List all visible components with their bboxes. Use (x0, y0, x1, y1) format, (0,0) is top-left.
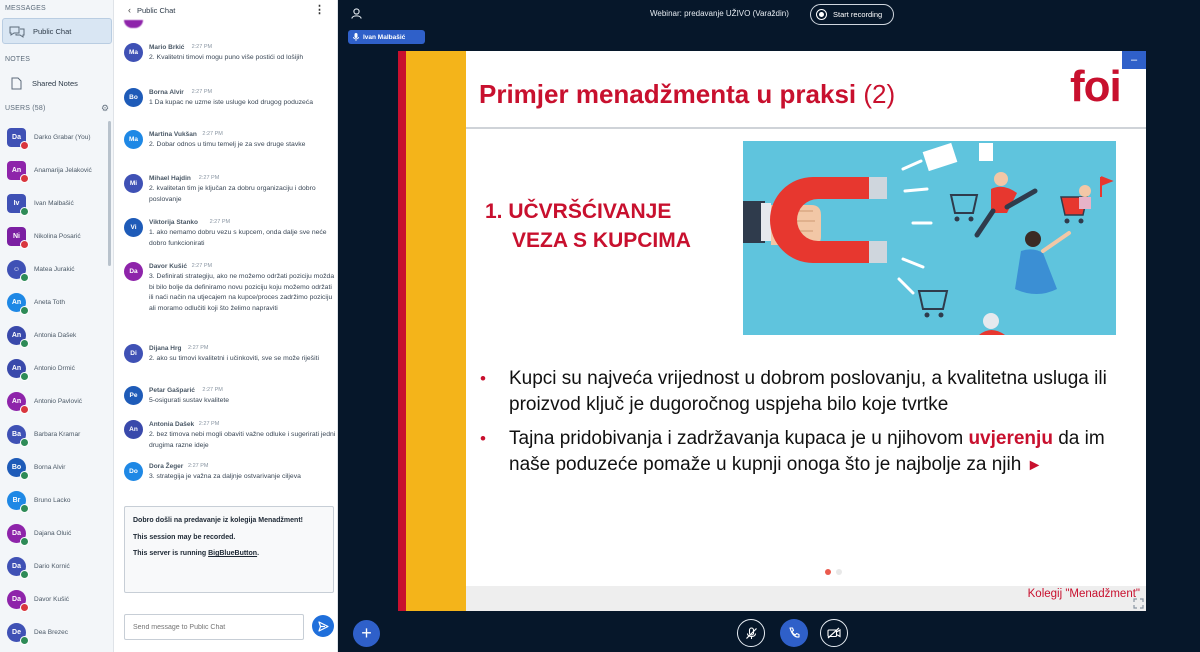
send-icon (318, 621, 329, 632)
avatar (7, 425, 26, 444)
avatar-initials: Iv (13, 200, 20, 207)
slide-title (479, 79, 895, 110)
user-list-item[interactable] (0, 484, 112, 517)
avatar-initials: An (129, 426, 138, 433)
slide-title-suffix: (2) (863, 79, 896, 109)
slide-title-text: Primjer menadžmenta u praksi (479, 79, 857, 109)
top-bar (338, 0, 1200, 30)
user-name: Nikolina Posarić (34, 233, 81, 240)
file-icon (8, 76, 24, 90)
plus-icon: + (361, 623, 372, 643)
avatar (124, 88, 143, 107)
avatar-initials: Di (130, 350, 137, 357)
message-time: 2:27 PM (198, 175, 220, 181)
audio-status-icon (20, 471, 29, 480)
magnet-customers-illustration (743, 141, 1116, 335)
message-text: 5-osigurati sustav kvalitete (149, 397, 230, 404)
leave-audio-button[interactable] (780, 619, 808, 647)
chat-message-input[interactable] (124, 614, 304, 640)
slide-heading-line1: 1. UČVRŠĆIVANJE (485, 200, 672, 223)
user-list-item[interactable] (0, 286, 112, 319)
sender-name: Davor Kušić (149, 263, 187, 270)
message-time: 2:27 PM (202, 387, 223, 393)
avatar (7, 491, 26, 510)
recording-notice: This session may be recorded. (133, 533, 236, 541)
avatar-initials: Pe (129, 392, 138, 399)
mute-microphone-button[interactable] (737, 619, 765, 647)
user-list-item[interactable] (0, 517, 112, 550)
avatar (124, 262, 143, 281)
welcome-message (124, 506, 334, 593)
chat-title: Public Chat (137, 5, 176, 15)
avatar-initials: Da (12, 134, 21, 141)
avatar-initials: Bo (11, 464, 22, 471)
messages-heading: MESSAGES (5, 5, 46, 12)
foi-logo: foi (1070, 62, 1121, 111)
avatar (124, 174, 143, 193)
fullscreen-icon[interactable] (1133, 598, 1144, 609)
welcome-line: Dobro došli na predavanje iz kolegija Menadžment! (133, 517, 303, 524)
microphone-muted-icon (745, 627, 758, 640)
main-area (338, 0, 1200, 652)
start-recording-label: Start recording (833, 10, 883, 19)
bullet-2-bold: uvjerenju (968, 428, 1053, 449)
message-time: 2:27 PM (188, 463, 209, 469)
avatar-initials: Ma (128, 49, 139, 56)
audio-status-icon (20, 372, 29, 381)
bullet-item-2 (480, 426, 1110, 479)
audio-status-icon (20, 240, 29, 249)
user-name: Darko Grabar (You) (34, 134, 91, 141)
users-list (0, 121, 112, 649)
slide-pager-dots (825, 569, 842, 575)
avatar (124, 462, 143, 481)
user-name: Aneta Toth (34, 299, 65, 306)
user-name: Antonia Dašek (34, 332, 77, 339)
user-list-scrollbar[interactable] (108, 121, 111, 266)
users-heading: USERS (58) (5, 105, 46, 112)
avatar (124, 420, 143, 439)
avatar-initials: Do (129, 468, 138, 475)
user-name: Barbara Kramar (34, 431, 81, 438)
user-list-item[interactable] (0, 319, 112, 352)
user-list-item[interactable] (0, 451, 112, 484)
slide-header-line (466, 127, 1146, 129)
avatar (7, 260, 26, 279)
public-chat-label: Public Chat (33, 26, 72, 36)
message-time: 2:27 PM (191, 89, 213, 95)
public-chat-nav[interactable] (2, 18, 112, 44)
course-label: Kolegij "Menadžment" (1027, 588, 1140, 600)
avatar (124, 43, 143, 62)
audio-status-icon (20, 273, 29, 282)
user-name: Borna Alvir (34, 464, 66, 471)
audio-status-icon (20, 405, 29, 414)
user-name: Ivan Malbašić (34, 200, 74, 207)
audio-status-icon (20, 207, 29, 216)
avatar-initials: Ba (12, 431, 21, 438)
message-time: 2:27 PM (202, 131, 223, 137)
slide-yellow-bar (406, 51, 466, 611)
chat-header[interactable] (114, 0, 337, 20)
avatar (7, 458, 26, 477)
actions-plus-button[interactable] (353, 620, 380, 647)
message-text: 2. bez timova nebi mogli obaviti važne odluke i sugerirati jedni drugima razne ideje (149, 431, 336, 449)
phone-icon (788, 627, 800, 639)
message-time: 2:27 PM (191, 263, 213, 269)
server-notice-prefix: This server is running (133, 550, 209, 557)
avatar (7, 590, 26, 609)
record-icon (816, 9, 827, 20)
pager-dot-active (825, 569, 831, 575)
bullet-item-1: • Kupci su najveća vrijednost u dobrom poslovanju, a kvalitetna usluga ili proizvod ključ je dugoročnog uspjeha bilo koje tvrtke (480, 366, 1110, 418)
server-notice-suffix: . (257, 550, 260, 557)
avatar-initials: An (11, 365, 22, 372)
user-list-item[interactable] (0, 253, 112, 286)
microphone-icon (353, 33, 359, 41)
avatar-initials: Bo (129, 94, 138, 101)
avatar (7, 524, 26, 543)
sender-name: Viktorija Stanko (149, 219, 199, 226)
audio-status-icon (20, 504, 29, 513)
message-text: 2. Dobar odnos u timu temelj je za sve druge stavke (149, 141, 306, 148)
bullet-2-prefix: Tajna pridobivanja i zadržavanja kupaca je u njihovom (509, 428, 969, 449)
slide-heading (485, 197, 691, 255)
shared-notes-nav[interactable] (2, 70, 112, 96)
avatar (7, 293, 26, 312)
user-name: Davor Kušić (34, 596, 70, 603)
sender-name: Mihael Hajdin (149, 175, 191, 182)
avatar (7, 194, 26, 213)
avatar (7, 359, 26, 378)
slide-heading-line2: VEZA S KUPCIMA (512, 229, 691, 252)
webcam-off-icon (827, 627, 841, 639)
avatar-initials: Da (12, 563, 21, 570)
slide-bullets (480, 366, 1110, 487)
avatar (7, 392, 26, 411)
user-name: Dario Kornić (34, 563, 70, 570)
avatar-initials: Da (12, 596, 21, 603)
sender-name: Dijana Hrg (149, 345, 182, 352)
avatar-initials: Da (12, 530, 21, 537)
avatar (124, 218, 143, 237)
audio-status-icon (20, 438, 29, 447)
message-text: 3. strategija je važna za daljnje ostvarivanje ciljeva (149, 473, 301, 480)
avatar-initials: De (12, 629, 21, 636)
talker-name: Ivan Malbašić (363, 33, 406, 41)
audio-status-icon (20, 570, 29, 579)
cut-off-message (124, 20, 324, 30)
avatar-initials: An (11, 398, 22, 405)
bullet-2-suffix: da im naše poduzeće pomaže u kupnji onoga što je najbolje za njih (509, 428, 1105, 475)
user-name: Anamarija Jelaković (34, 167, 92, 174)
audio-status-icon (20, 537, 29, 546)
presentation-slide (398, 51, 1146, 611)
shared-notes-label: Shared Notes (32, 78, 78, 88)
message-text: 1 Da kupac ne uzme iste usluge kod drugog poduzeća (149, 99, 313, 106)
start-recording-button[interactable] (810, 4, 894, 25)
avatar-initials: Da (129, 268, 138, 275)
talking-indicator[interactable] (348, 30, 425, 44)
user-list-item[interactable] (0, 418, 112, 451)
avatar-initials: ☺ (12, 266, 21, 273)
message-time: 2:27 PM (198, 421, 220, 427)
avatar-initials: Ma (128, 136, 139, 143)
play-arrow-icon: ► (1026, 457, 1043, 474)
user-name: Dea Brezec (34, 629, 68, 636)
avatar-initials: Mi (129, 180, 138, 187)
avatar (7, 326, 26, 345)
audio-status-icon (20, 174, 29, 183)
kebab-menu-icon[interactable]: ⋮ (314, 4, 325, 16)
user-list-item[interactable] (0, 583, 112, 616)
user-list-item[interactable] (0, 550, 112, 583)
user-list-item[interactable] (0, 154, 112, 187)
avatar-initials: Ni (13, 233, 20, 240)
slide-red-bar (398, 51, 406, 611)
avatar (124, 130, 143, 149)
user-name: Antonio Drmić (34, 365, 75, 372)
avatar (124, 386, 143, 405)
avatar-initials: An (11, 167, 22, 174)
avatar (7, 227, 26, 246)
user-list-item[interactable] (0, 616, 112, 649)
send-button[interactable] (312, 615, 334, 637)
avatar-initials: An (11, 332, 22, 339)
back-chevron-icon[interactable]: ‹ (128, 5, 131, 15)
share-webcam-button[interactable] (820, 619, 848, 647)
gear-icon[interactable]: ⚙ (101, 103, 110, 113)
message-text: 2. ako su timovi kvalitetni i učinkoviti, sve se može riješiti (149, 355, 319, 362)
avatar-initials: An (11, 299, 22, 306)
sender-name: Borna Alvir (149, 89, 184, 96)
avatar (7, 623, 26, 642)
avatar (7, 557, 26, 576)
audio-status-icon (20, 306, 29, 315)
user-list-item[interactable] (0, 187, 112, 220)
message-time: 2:27 PM (209, 219, 231, 225)
message-text: 3. Definirati strategiju, ako ne možemo održati poziciju možda bi bilo bolje da definiramo novu poziciju koju možemo održati ili naći način na utjecajem na kupce/proces zadržimo poziciju ali moramo odlučiti koji što želimo napraviti (149, 273, 335, 312)
audio-status-icon (20, 339, 29, 348)
minimize-presentation-button[interactable]: – (1122, 51, 1146, 69)
user-name: Bruno Lacko (34, 497, 71, 504)
user-list-item[interactable] (0, 385, 112, 418)
avatar (7, 128, 26, 147)
notes-heading: NOTES (5, 56, 31, 63)
chat-bubbles-icon (9, 24, 25, 38)
message-text: 1. ako nemamo dobru vezu s kupcem, onda dalje sve neće dobro funkcionirati (149, 229, 327, 247)
message-text: 2. Kvalitetni timovi mogu puno više postići od lošijih (149, 54, 304, 61)
message-text: 2. kvalitetan tim je ključan za dobru organizaciju i dobro poslovanje (149, 185, 316, 203)
avatar (124, 344, 143, 363)
audio-status-icon (20, 636, 29, 645)
user-list-item[interactable] (0, 352, 112, 385)
audio-status-icon (20, 141, 29, 150)
user-icon[interactable] (351, 8, 362, 19)
sender-name: Mario Brkić (149, 44, 185, 51)
avatar-initials: Vi (130, 224, 137, 231)
message-time: 2:27 PM (191, 44, 213, 50)
user-name: Matea Jurakić (34, 266, 75, 273)
audio-status-icon (20, 603, 29, 612)
server-notice (133, 549, 325, 560)
sender-name: Antonia Dašek (149, 421, 195, 428)
user-name: Dajana Oluić (34, 530, 72, 537)
user-list-item[interactable] (0, 121, 112, 154)
avatar-initials: Br (12, 497, 21, 504)
avatar (7, 161, 26, 180)
chat-panel (114, 0, 338, 652)
sender-name: Dora Žeger (149, 463, 184, 470)
sender-name: Martina Vukšan (149, 131, 197, 138)
bigbluebutton-link[interactable]: BigBlueButton (208, 550, 258, 557)
user-list-panel (0, 0, 114, 652)
sender-name: Petar Gašparić (149, 387, 195, 394)
message-time: 2:27 PM (188, 345, 209, 351)
user-name: Antonio Pavlović (34, 398, 83, 405)
meeting-title: Webinar: predavanje UŽIVO (Varaždin) (650, 9, 789, 18)
user-list-item[interactable] (0, 220, 112, 253)
pager-dot (836, 569, 842, 575)
